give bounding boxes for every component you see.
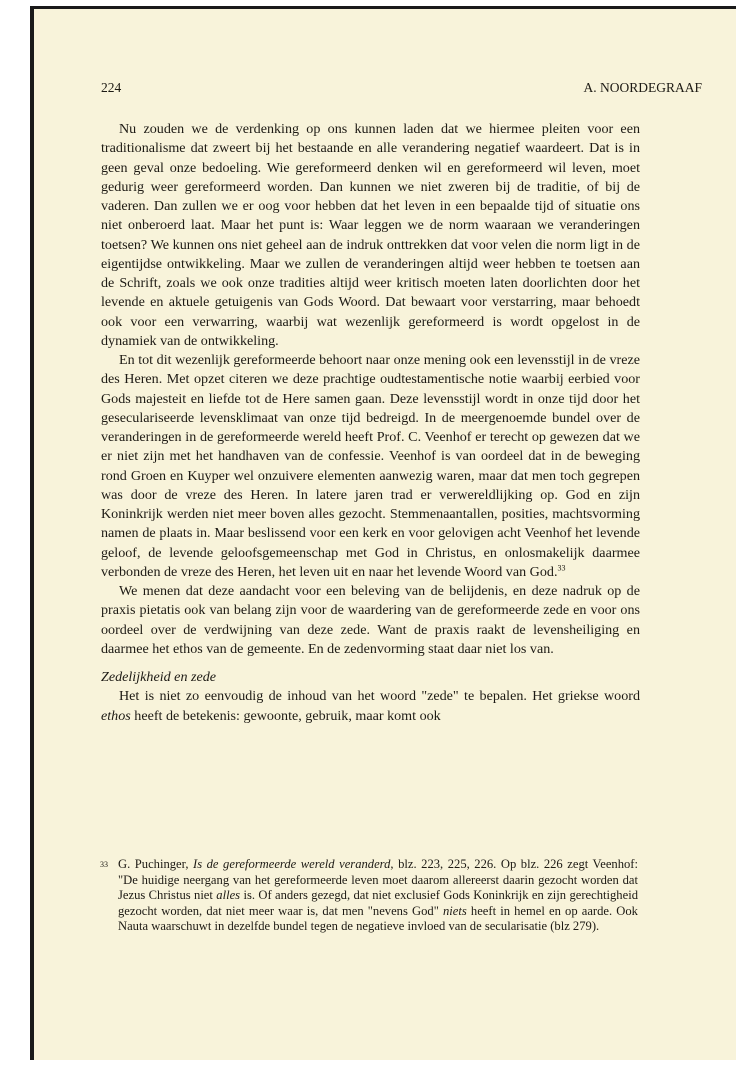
footnote-reference[interactable]: 33 [557,563,566,573]
paragraph-4-end: heeft de betekenis: gewoonte, gebruik, maar komt ook [130,707,441,724]
paragraph-3: We menen dat deze aandacht voor een beleving van de belijdenis, en deze nadruk op de praxis pietatis ook van belang zijn voor de waardering van de gereformeerde zede en voor ons oordeel over de verdwijning van deze zede. Want de praxis raakt de levensheiliging en daarmee het ethos van de gemeente. En de zedenvorming staat daar niet los van. [101,583,640,657]
section-heading: Zedelijkheid en zede [101,669,217,685]
footnote-italic-alles: alles [216,888,241,902]
paragraph-1: Nu zouden we de verdenking op ons kunnen laden dat we hiermee pleiten voor een traditionalisme dat zweert bij het bestaande en alle verandering negatief waardeert. Dat is in geen geval onze bedoeling. Wie gereformeerd denken wil en gereformeerd wil leven, moet gedurig weer gereformeerd worden. Dan kunnen we niet zweren bij de traditie, of bij de vaderen. Dan zullen we er oog voor hebben dat het leven in een bepaalde tijd of situatie ons niet onberoerd laat. Maar het punt is: Waar leggen we de norm waaraan we veranderingen toetsen? We kunnen ons niet geheel aan de indruk onttrekken dat voor velen die norm ligt in de eigentijdse ontwikkeling. Maar we zullen de veranderingen altijd weer hebben te toetsen aan de Schrift, zoals we ook onze tradities altijd weer kritisch moeten laten doorlichten door het levende en aktuele getuigenis van Gods Woord. Dat bewaart voor verstarring, maar behoedt ook voor een verwarring, waarbij wat wezenlijk gereformeerd is wordt opgelost in de dynamiek van de ontwikkeling. [101,121,640,349]
paragraph-2 [101,351,640,582]
footnote-part-d: heeft in hemel en op aarde. Ook Nauta waarschuwt in dezelfde bundel tegen de negatieve invloed van de secularisatie (blz 279). [118,903,638,933]
footnote-text [118,857,638,935]
page-number: 224 [101,80,122,95]
page-header [101,80,702,96]
paragraph-2-text: En tot dit wezenlijk gereformeerde behoort naar onze mening ook een levensstijl in de vreze des Heren. Met opzet citeren we deze prachtige oudtestamentische notie waarbij eerbied voor Gods majesteit en liefde tot de Here samen gaan. Deze levensstijl wordt in onze tijd door het geseculariseerde levensklimaat van onze tijd bedreigd. In de meergenoemde bundel over de veranderingen in de gereformeerde wereld heeft Prof. C. Veenhof er terecht op gewezen dat we er niet zijn met het handhaven van de confessie. Veenhof is van oordeel dat in de beweging rond Groen en Kuyper wel onzuivere elementen aanwezig waren, maar dat men toch gegrepen was door de vreze des Heren. In latere jaren trad er verwereldlijking op. God en zijn Koninkrijk werden niet meer boven alles gezocht. Stemmenaantallen, posities, machtsvorming namen de plaats in. Maar beslissend voor een kerk en voor gelovigen acht Veenhof het levende geloof, de levende geloofsgemeenschap met God in Christus, en onlosmakelijk daarmee verbonden de vreze des Heren, het leven uit en naar het levende Woord van God. [101,352,640,580]
footnote-part-b: , blz. 223, 225, 226. Op blz. 226 zegt Veenhof: "De huidige neergang van het gereformeerde leven moet daarom allereerst daarin gezocht worden dat Jezus Christus niet [118,857,638,902]
running-title: A. NOORDEGRAAF [583,80,702,95]
footnote-book-title: Is de gereformeerde wereld veranderd [193,857,391,871]
paragraph-4 [101,687,640,726]
footnote-part-a: G. Puchinger, [118,857,194,871]
body-text [101,120,640,726]
footnote-part-c: is. Of anders gezegd, dat niet exclusief Gods Koninkrijk en zijn gerechtigheid gezocht worden, dat niet meer waar is, dat men "nevens God" [118,888,638,918]
paragraph-4-start: Het is niet zo eenvoudig de inhoud van het woord "zede" te bepalen. Het griekse woord [119,688,640,705]
footnote-number: 33 [100,860,108,869]
paragraph-4-italic-term: ethos [101,707,131,724]
footnote-italic-niets: niets [442,903,467,918]
footnote [100,857,638,935]
